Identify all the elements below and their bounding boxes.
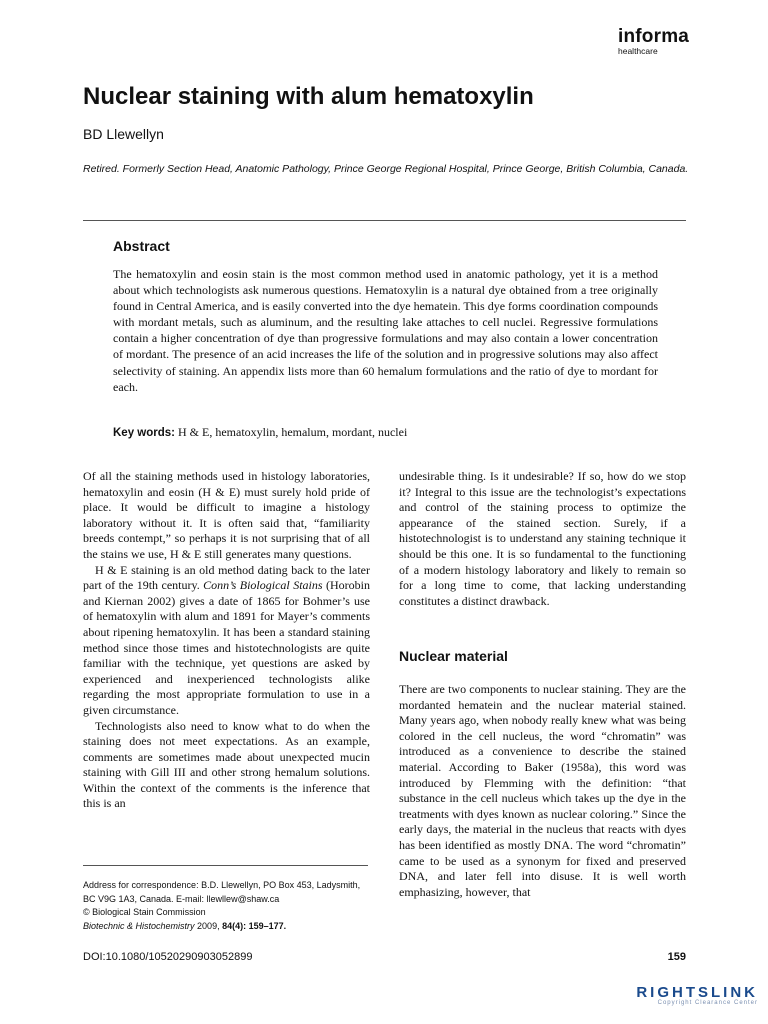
publisher-subtitle: healthcare (618, 46, 658, 56)
paragraph (83, 563, 370, 719)
correspondence-address: Address for correspondence: B.D. Llewellyn, PO Box 453, Ladysmith, BC V9G 1A3, Canada. E-mail: llewllew@shaw.ca (83, 880, 361, 904)
abstract-body: The hematoxylin and eosin stain is the most common method used in anatomic pathology, yet it is a method about which technologists ask numerous questions. Hematoxylin is a natural dye obtained from a tree originally found in Central America, and is easily converted into the dye hematein. This dye forms coordination compounds with mordant metals, such as aluminum, and the resulting lake attaches to cell nuclei. Regressive formulations contain a higher concentration of dye than progressive formulations and may also contain a lower concentration of mordant. The presence of an acid increases the life of the solution and in progressive solutions may also affect selectivity of staining. An appendix lists more than 60 hemalum formulations and the ratio of dye to mordant for each. (113, 267, 658, 394)
rightslink-logo[interactable] (608, 984, 758, 1014)
paragraph: There are two components to nuclear staining. They are the mordanted hematein and the nuclear material stained. Many years ago, when nobody really knew what was being colored in the cell nucleus, the word “chromatin” was introduced as a convenience to describe the stained material. According to Baker (1958a), this word was introduced by Flemming with the definition: “that substance in the cell nucleus which takes up the dye in the treatments with dyes known as nuclear coloring.” Since the early days, the material in the nucleus that reacts with dyes has been identified as mostly DNA. The word “chromatin” came to be used as a synonym for fixed and preserved DNA, and later fell into disuse. It is well worth emphasizing, however, that (399, 682, 686, 899)
publisher-logo (618, 26, 688, 56)
article-title: Nuclear staining with alum hematoxylin (83, 83, 534, 110)
body-column-right-bottom (399, 682, 686, 900)
journal-name: Biotechnic & Histochemistry (83, 920, 195, 931)
abstract-heading: Abstract (113, 238, 170, 254)
header-divider (83, 220, 686, 221)
copyright-line: © Biological Stain Commission (83, 907, 206, 917)
body-column-left (83, 469, 370, 812)
paragraph: Technologists also need to know what to do when the staining does not meet expectations. As an example, comments are sometimes made about unexpected mucin staining with Gill III and other strong hemalum solutions. Within the context of the comments is the inference that this is an (83, 718, 370, 811)
rightslink-logo-text: RIGHTSLINK (636, 984, 758, 1001)
page-number: 159 (667, 951, 686, 963)
keywords-list: H & E, hematoxylin, hemalum, mordant, nuclei (178, 425, 408, 439)
text-run: H & E staining is an old method dating back to the later part of the 19th century. (83, 562, 370, 593)
journal-volume: 84(4): 159–177. (222, 920, 287, 931)
citation-title: Conn’s Biological Stains (203, 578, 323, 593)
doi-link[interactable]: DOI:10.1080/10520290903052899 (83, 951, 253, 963)
correspondence-footnote (83, 879, 373, 933)
paragraph: Of all the staining methods used in histology laboratories, hematoxylin and eosin (H & E) must surely hold pride of place. It would be difficult to imagine a histology laboratory without it. It is often said that, “familiarity breeds contempt,” so perhaps it is not surprising that of all the stains we use, H & E still generates many questions. (83, 469, 370, 561)
keywords (113, 425, 658, 440)
author-affiliation: Retired. Formerly Section Head, Anatomic Pathology, Prince George Regional Hospital, Prince George, British Columbia, Canada. (83, 163, 689, 175)
section-heading: Nuclear material (399, 648, 508, 664)
journal-year: 2009, (194, 920, 223, 931)
journal-citation (83, 920, 373, 934)
author-name: BD Llewellyn (83, 126, 164, 142)
publisher-name: informa (618, 26, 690, 47)
keywords-label: Key words: (113, 427, 175, 439)
body-column-right-top (399, 469, 686, 609)
footnote-divider (83, 865, 368, 866)
paragraph: undesirable thing. Is it undesirable? If so, how do we stop it? Integral to this issue are the technologist’s expectations and control of the staining process to optimize the appearance of the stained section. Surely, if a histotechnologist is to understand any staining technique it should be this one. It is so fundamental to the functioning of a modern histology laboratory and likely to remain so for a long time to come, that lacking understanding constitutes a distinct drawback. (399, 469, 686, 608)
rightslink-logo-subtitle: Copyright Clearance Center (657, 1000, 758, 1006)
text-run: (Horobin and Kiernan 2002) gives a date of 1865 for Bohmer’s use of hematoxylin with alum and 1891 for Mayer’s comments about ripening hematoxylin. It has been a standard staining method since those times and histotechnologists are quite familiar with the technique, yet questions are asked by experienced and inexperienced technologists alike regarding the most appropriate formulation to use in a given circumstance. (83, 578, 370, 717)
